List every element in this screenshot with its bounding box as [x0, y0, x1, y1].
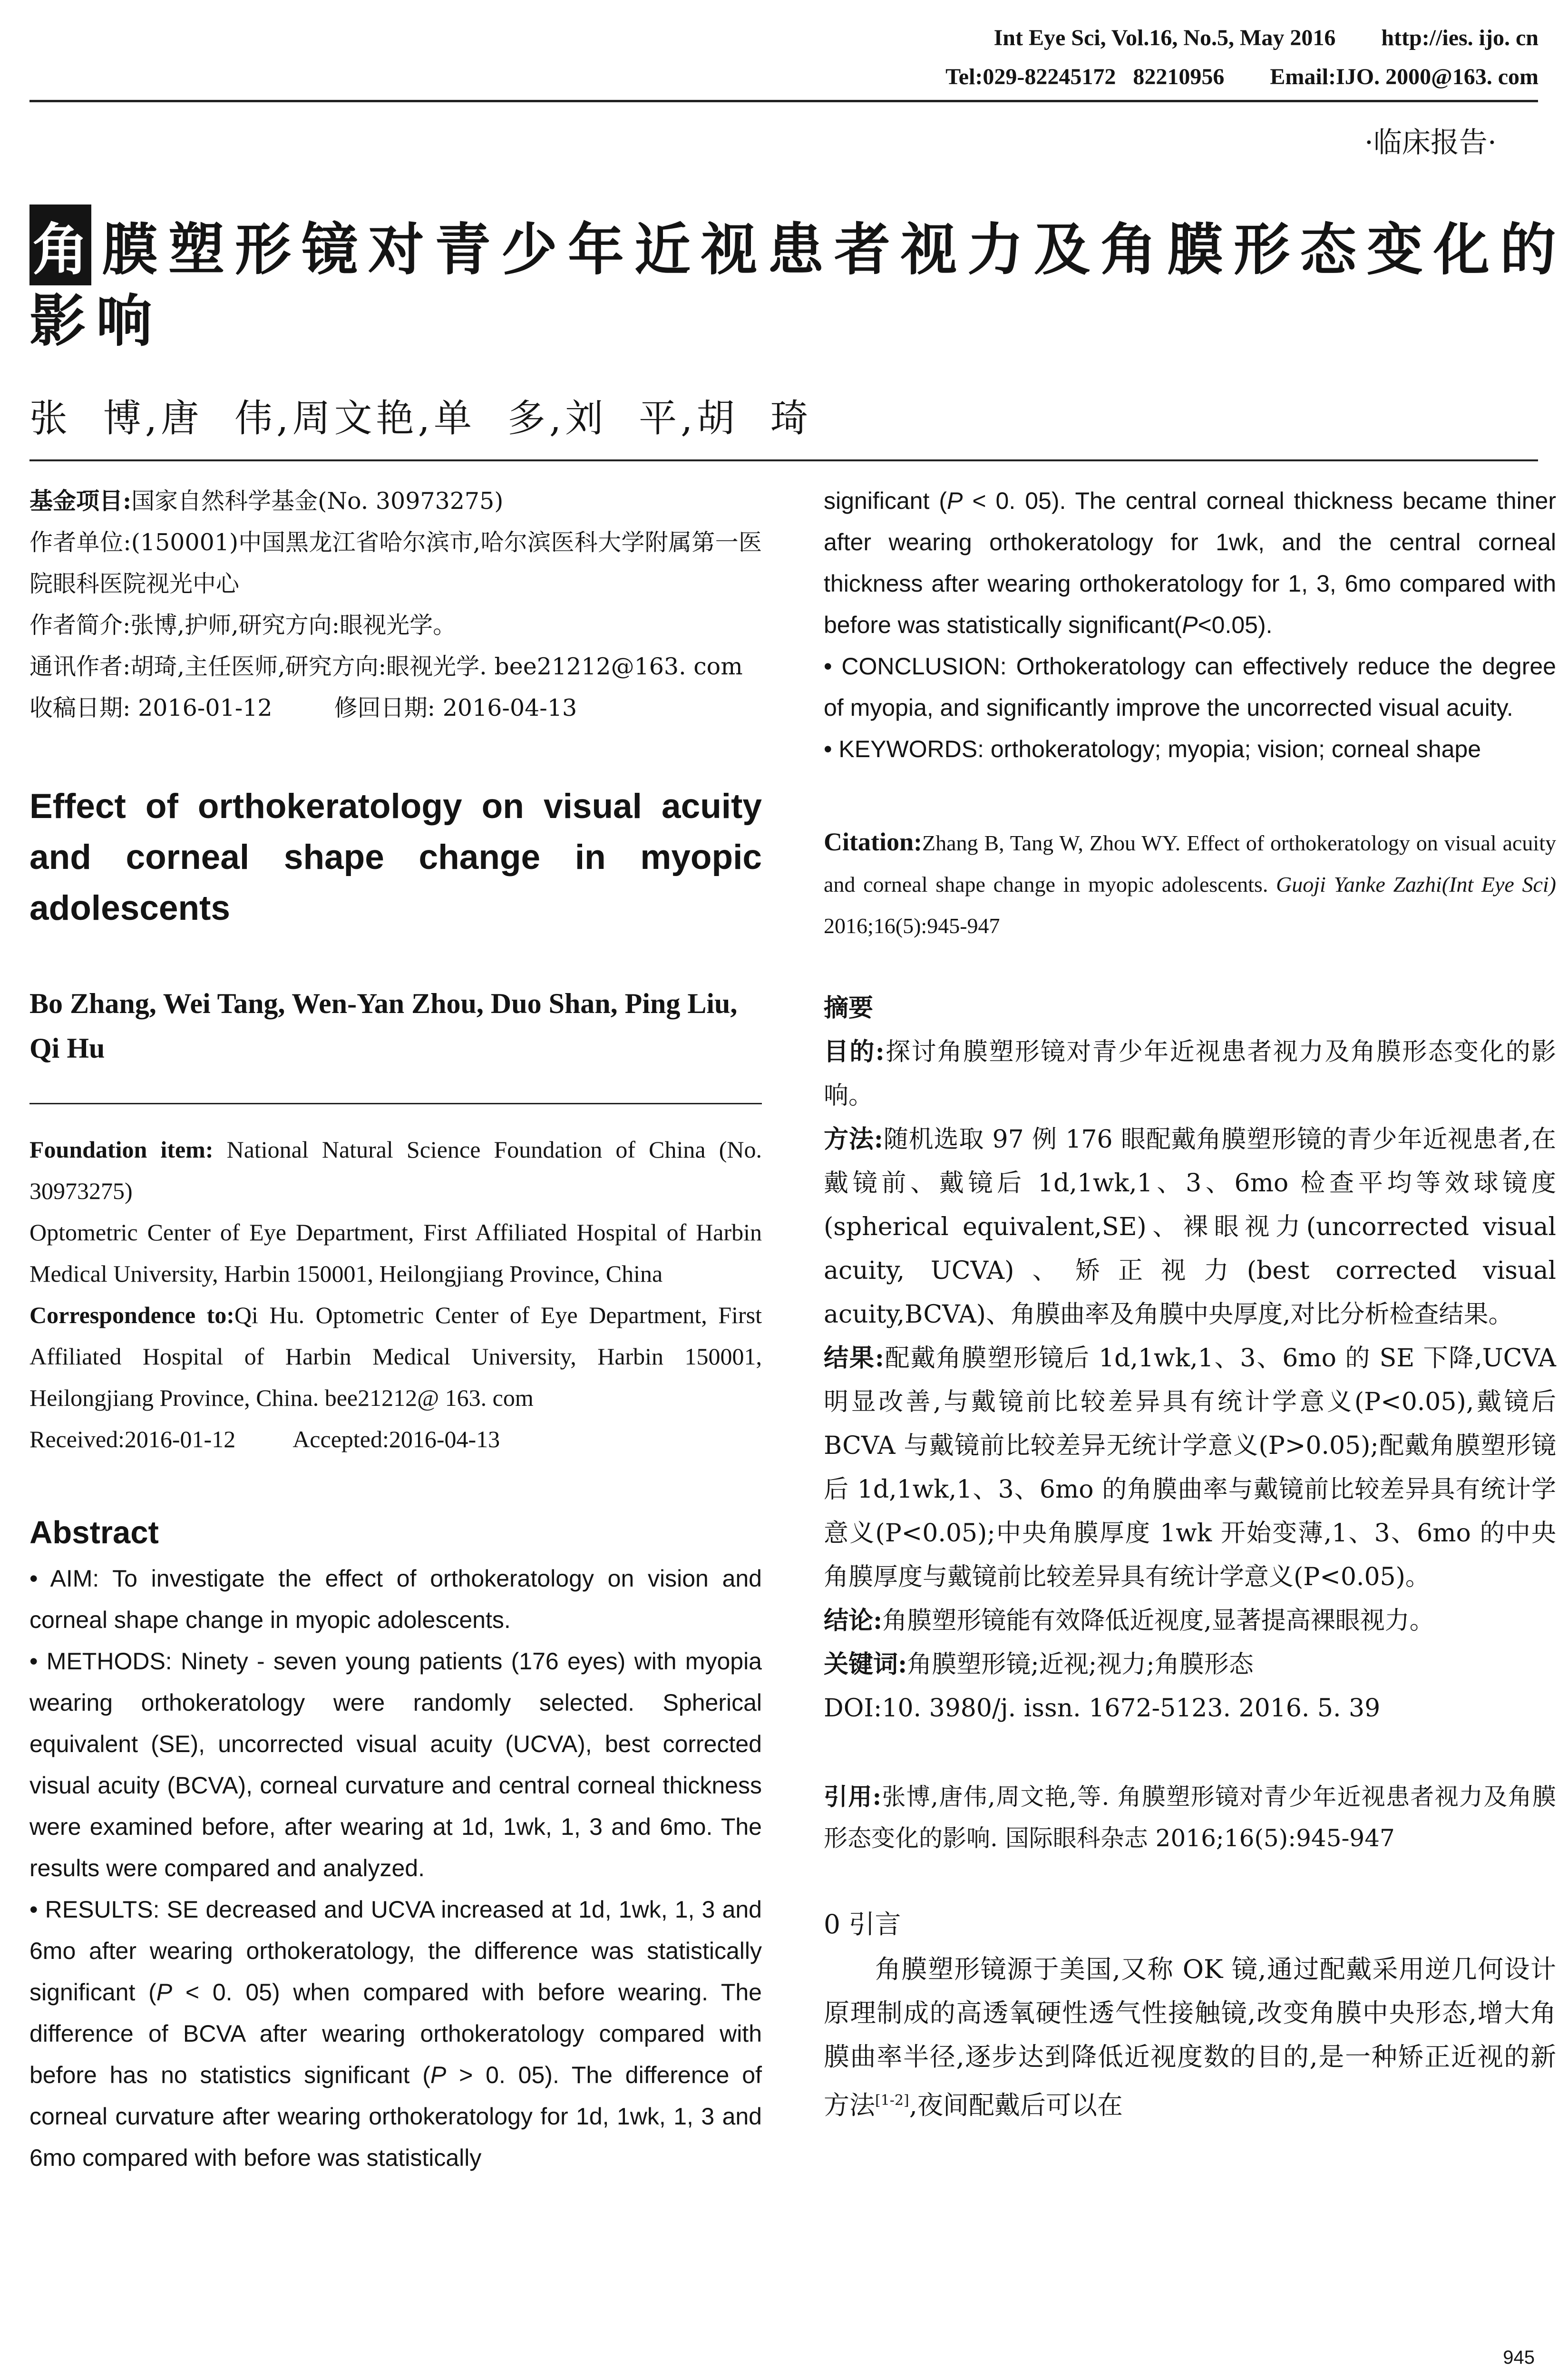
- abstract-heading: Abstract: [29, 1515, 159, 1550]
- authors-chinese: 张 博,唐 伟,周文艳,单 多,刘 平,胡 琦: [29, 396, 812, 440]
- p-value-symbol: P: [156, 1979, 173, 2006]
- foundation-label: Foundation item:: [29, 1136, 214, 1163]
- revised-date: 修回日期: 2016-04-13: [334, 694, 577, 721]
- english-dates: [29, 1419, 762, 1460]
- right-column: [824, 480, 1556, 2127]
- results-text-d: significant (: [824, 487, 947, 514]
- cn-results-text: 配戴角膜塑形镜后 1d,1wk,1、3、6mo 的 SE 下降,UCVA 明显改善,与戴镜前比较差异具有统计学意义(P<0.05),戴镜后 BCVA 与戴镜前比较差异无统计学意义(P>0.05);配戴角膜塑形镜后 1d,1wk,1、3、6mo 的角膜曲率与戴镜前比较差异具有统计学意义(P<0.05);中央角膜厚度 1wk 开始变薄,1、3、6mo 的中央角膜厚度与戴镜前比较差异具有统计学意义(P<0.05)。: [824, 1344, 1556, 1591]
- english-title: Effect of orthokeratology on visual acuity and corneal shape change in myopic adolescents: [29, 787, 762, 927]
- p-value-symbol: P: [430, 2062, 447, 2088]
- abstract-results-part-2: [824, 480, 1556, 646]
- corr-text: 胡琦,主任医师,研究方向:眼视光学. bee21212@163. com: [130, 653, 743, 680]
- article-title-line-1: [29, 205, 1567, 285]
- p-value-symbol: P: [946, 487, 963, 514]
- abstract-methods: • METHODS: Ninety - seven young patients (176 eyes) with myopia wearing orthokeratology were randomly selected. Spherical equivalent (SE), uncorrected visual acuity (UCVA), best corrected visual acuity (BCVA), corneal curvature and central corneal thickness were examined before, after wearing at 1d, 1wk, 1, 3 and 6mo. The results were compared and analyzed.: [29, 1648, 762, 1881]
- chinese-metadata: [29, 480, 762, 729]
- page-number: 945: [1503, 2347, 1535, 2368]
- results-text-c: > 0. 05). The difference of corneal curvature after wearing orthokeratology for 1d, 1wk, 1, 3 and 6mo compared with before was statistically: [29, 2062, 762, 2171]
- correspondence-text: Qi Hu. Optometric Center of Eye Department, First Affiliated Hospital of Harbin Medical University, Harbin 150001, Heilongjiang Province, China. bee21212@ 163. com: [29, 1302, 762, 1411]
- abstract-aim: • AIM: To investigate the effect of orthokeratology on vision and corneal shape change in myopic adolescents.: [29, 1565, 762, 1633]
- citation-journal: Guoji Yanke Zazhi(Int Eye Sci): [1276, 872, 1557, 896]
- english-received: Received:2016-01-12: [29, 1426, 236, 1452]
- english-authors: Bo Zhang, Wei Tang, Wen-Yan Zhou, Duo Shan, Ping Liu, Qi Hu: [29, 988, 738, 1064]
- fund-item: [29, 480, 762, 522]
- abstract-keywords: • KEYWORDS: orthokeratology; myopia; vision; corneal shape: [824, 736, 1481, 762]
- cn-results-label: 结果:: [824, 1344, 884, 1373]
- abstract-conclusion: • CONCLUSION: Orthokeratology can effectively reduce the degree of myopia, and significantly improve the uncorrected visual acuity.: [824, 653, 1556, 721]
- fund-text: 国家自然科学基金(No. 30973275): [131, 487, 504, 515]
- results-text-a: • RESULTS: SE decreased and UCVA increased at 1d, 1wk, 1, 3 and 6mo after wearing orthokeratology, the difference was statistically significant (: [29, 1896, 762, 2006]
- citation-tail: 2016;16(5):945-947: [824, 914, 1000, 938]
- chinese-citation: [824, 1776, 1556, 1859]
- english-metadata: [29, 1129, 762, 1460]
- intro-text-b: ,夜间配戴后可以在: [909, 2090, 1123, 2120]
- intro-paragraph: [824, 1948, 1556, 2127]
- correspondence: [29, 1295, 762, 1419]
- introduction: [824, 1948, 1556, 2127]
- cn-conclusion-label: 结论:: [824, 1606, 883, 1635]
- english-abstract-continued: [824, 480, 1556, 770]
- foundation-item: [29, 1129, 762, 1212]
- corr-label: 通讯作者:: [29, 653, 131, 680]
- bio-label: 作者简介:: [29, 612, 131, 639]
- cn-citation-text: [824, 1776, 1556, 1859]
- left-column: [29, 480, 762, 2179]
- fund-label: 基金项目:: [29, 487, 132, 515]
- chinese-abstract: [824, 986, 1556, 1730]
- p-value-symbol: P: [1182, 612, 1198, 638]
- cn-results: [824, 1336, 1556, 1599]
- citation-text: [824, 821, 1556, 946]
- title-divider: [29, 459, 1538, 461]
- results-text-b: < 0. 05) when compared with before wearing. The difference of BCVA after wearing orthokeratology compared with before has no statistics significant (: [29, 1979, 762, 2088]
- cn-aim: [824, 1030, 1556, 1118]
- cn-conclusion-text: 角膜塑形镜能有效降低近视度,显著提高裸眼视力。: [882, 1607, 1434, 1635]
- cn-aim-text: 探讨角膜塑形镜对青少年近视患者视力及角膜形态变化的影响。: [824, 1038, 1556, 1110]
- results-text-e: < 0. 05). The central corneal thickness became thiner after wearing orthokeratology for 1wk, and the central corneal thickness after wearing orthokeratology for 1, 3, 6mo compared with before was statistically significant(: [824, 487, 1556, 638]
- cn-citation-body: 张博,唐伟,周文艳,等. 角膜塑形镜对青少年近视患者视力及角膜形态变化的影响. 国际眼科杂志 2016;16(5):945-947: [824, 1783, 1556, 1852]
- author-bio: [29, 604, 762, 646]
- cn-methods: [824, 1118, 1556, 1336]
- header-contact-info: Tel:029-82245172 82210956 Email:IJO. 2000@163. com: [945, 64, 1539, 89]
- results-text-f: <0.05).: [1198, 612, 1273, 638]
- citation-label: Citation:: [824, 828, 922, 856]
- abstract-results-part-1: [29, 1889, 762, 2179]
- section-tag: ·临床报告·: [1364, 126, 1497, 159]
- foundation-text: National Natural Science Foundation of China (No. 30973275): [29, 1136, 762, 1204]
- cn-keywords-label: 关键词:: [824, 1650, 907, 1679]
- title-first-char: 角: [29, 205, 91, 285]
- cn-aim-label: 目的:: [824, 1037, 885, 1066]
- introduction-heading: 0 引言: [824, 1909, 901, 1939]
- english-citation: [824, 821, 1556, 946]
- article-title-line-2: 影响: [29, 288, 163, 354]
- english-divider: [29, 1103, 762, 1104]
- reference-marker: [1-2]: [875, 2092, 909, 2109]
- unit-text: (150001)中国黑龙江省哈尔滨市,哈尔滨医科大学附属第一医院眼科医院视光中心: [29, 529, 762, 597]
- english-accepted: Accepted:2016-04-13: [292, 1426, 500, 1452]
- bio-text: 张博,护师,研究方向:眼视光学。: [130, 612, 457, 639]
- cn-conclusion: [824, 1599, 1556, 1643]
- cn-methods-label: 方法:: [824, 1125, 883, 1154]
- intro-text-a: 角膜塑形镜源于美国,又称 OK 镜,通过配戴采用逆几何设计原理制成的高透氧硬性透气性接触镜,改变角膜中央形态,增大角膜曲率半径,逐步达到降低近视度数的目的,是一种矫正近视的新方法: [824, 1954, 1556, 2120]
- citation-body: Zhang B, Tang W, Zhou WY. Effect of orthokeratology on visual acuity and corneal shape change in myopic adolescents.: [824, 831, 1556, 896]
- correspondence-label: Correspondence to:: [29, 1302, 234, 1328]
- unit-label: 作者单位:: [29, 529, 131, 556]
- cn-keywords-text: 角膜塑形镜;近视;视力;角膜形态: [907, 1650, 1254, 1679]
- english-abstract: [29, 1558, 762, 2179]
- header-divider: [29, 100, 1538, 102]
- author-unit: [29, 522, 762, 604]
- cn-methods-text: 随机选取 97 例 176 眼配戴角膜塑形镜的青少年近视患者,在戴镜前、戴镜后 1d,1wk,1、3、6mo 检查平均等效球镜度(spherical equivalent,SE)、裸眼视力(uncorrected visual acuity, UCVA)、矫正视力(best corrected visual acuity,BCVA)、角膜曲率及角膜中央厚度,对比分析检查结果。: [824, 1125, 1556, 1329]
- header-journal-info: Int Eye Sci, Vol.16, No.5, May 2016 http://ies. ijo. cn: [993, 25, 1539, 50]
- received-date: 收稿日期: 2016-01-12: [29, 694, 273, 721]
- dates: [29, 687, 762, 729]
- chinese-abstract-heading: 摘要: [824, 994, 874, 1023]
- cn-keywords: [824, 1643, 1556, 1686]
- corresponding-author: [29, 646, 762, 687]
- affiliation: Optometric Center of Eye Department, First Affiliated Hospital of Harbin Medical University, Harbin 150001, Heilongjiang Province, China: [29, 1219, 762, 1287]
- title-line-1-rest: 膜塑形镜对青少年近视患者视力及角膜形态变化的: [102, 216, 1567, 283]
- cn-citation-label: 引用:: [824, 1783, 882, 1811]
- doi: DOI:10. 3980/j. issn. 1672-5123. 2016. 5. 39: [824, 1694, 1381, 1723]
